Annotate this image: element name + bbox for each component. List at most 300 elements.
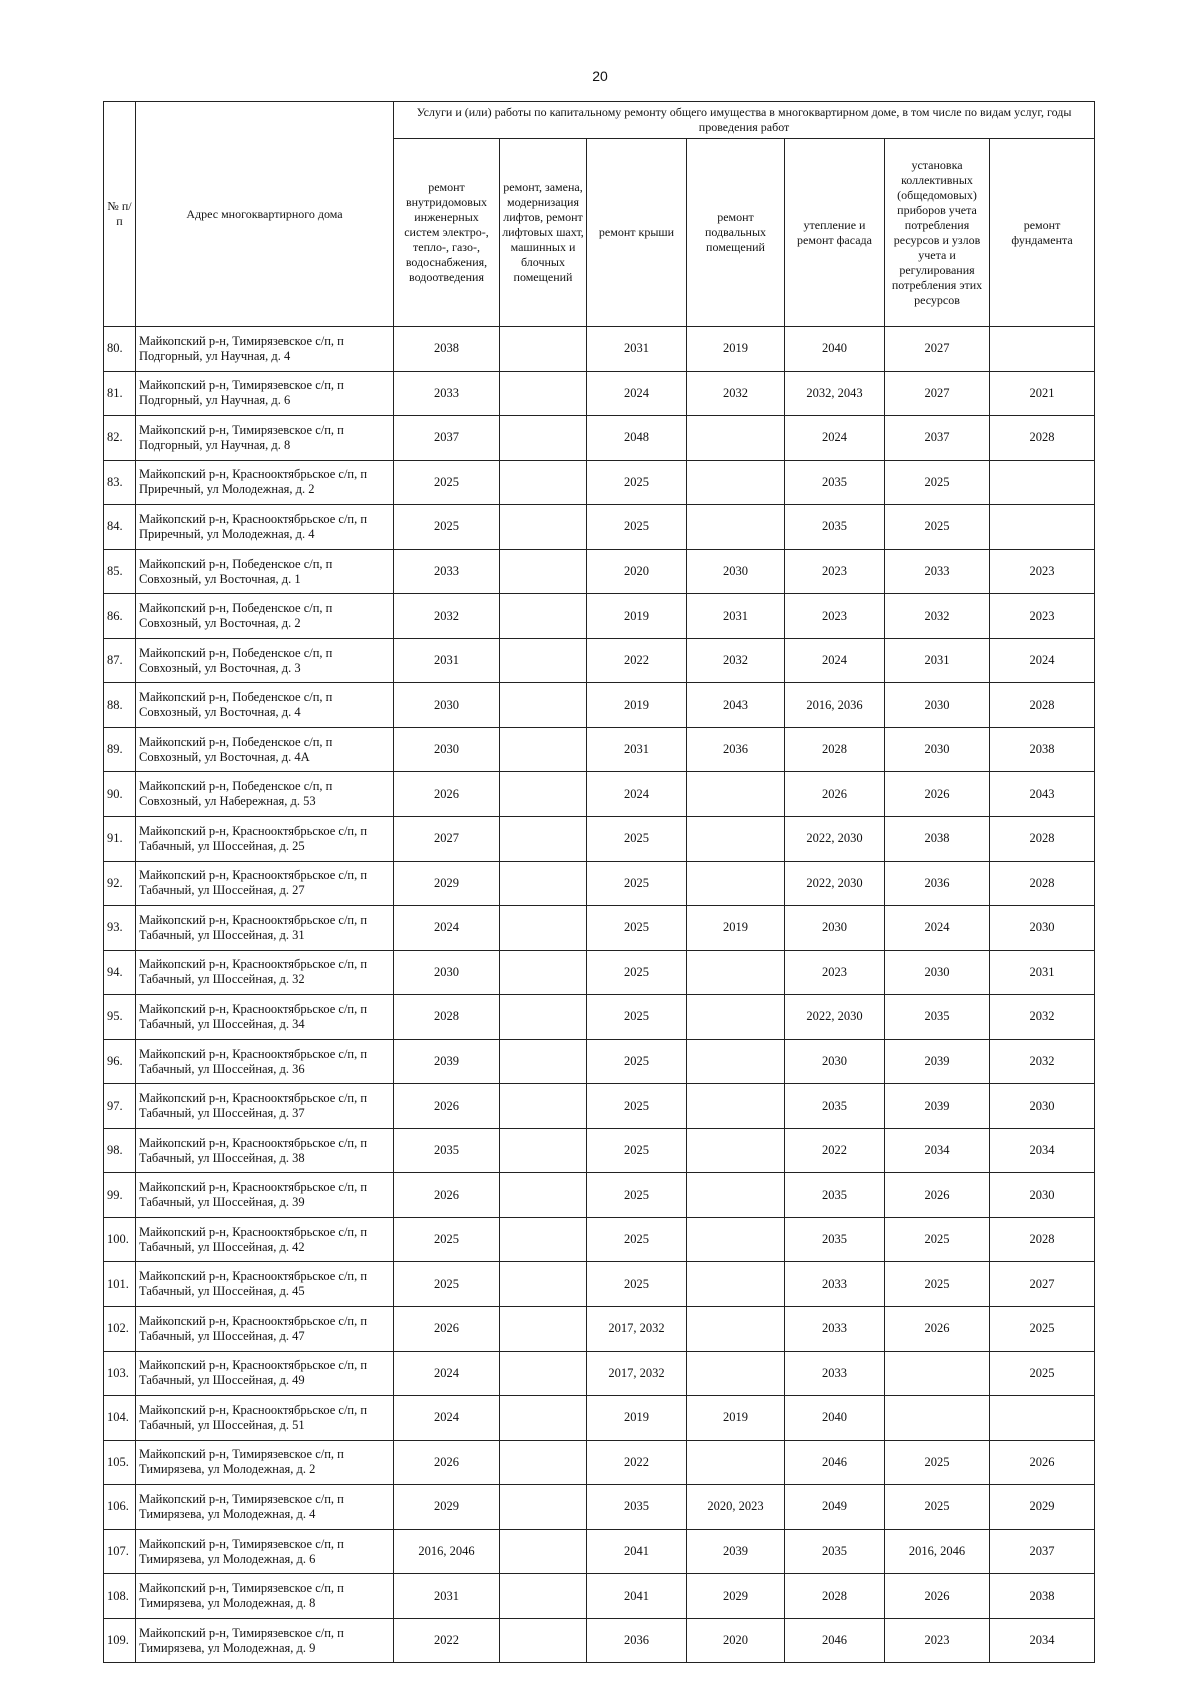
year-cell: 2039 [687,1529,785,1574]
year-cell: 2030 [990,906,1095,951]
year-cell: 2028 [990,416,1095,461]
address-line-1: Майкопский р-н, Краснооктябрьское с/п, п [139,957,368,972]
row-address [136,1217,394,1262]
row-address [136,683,394,728]
header-work-elevators: ремонт, замена, модернизация лифтов, ремонт лифтовых шахт, машинных и блочных помещений [500,139,587,327]
year-cell: 2025 [587,817,687,862]
row-number: 92. [104,861,136,906]
header-work-foundation: ремонт фундамента [990,139,1095,327]
address-line-1: Майкопский р-н, Тимирязевское с/п, п [139,378,344,393]
year-cell: 2028 [785,727,885,772]
year-cell: 2036 [587,1618,687,1663]
year-cell: 2025 [394,1217,500,1262]
table-row [104,1440,1095,1485]
table-row [104,416,1095,461]
table-row [104,1618,1095,1663]
address-line-1: Майкопский р-н, Победенское с/п, п [139,601,333,616]
year-cell: 2048 [587,416,687,461]
address-line-2: Тимирязева, ул Молодежная, д. 9 [139,1640,316,1655]
year-cell: 2032 [990,995,1095,1040]
year-cell: 2028 [990,861,1095,906]
year-cell: 2033 [785,1351,885,1396]
address-line-2: Табачный, ул Шоссейная, д. 38 [139,1150,305,1165]
table-row [104,861,1095,906]
year-cell: 2023 [990,594,1095,639]
table-row [104,906,1095,951]
year-cell [500,683,587,728]
address-line-1: Майкопский р-н, Победенское с/п, п [139,734,333,749]
year-cell: 2035 [785,1173,885,1218]
row-number: 109. [104,1618,136,1663]
year-cell: 2024 [587,371,687,416]
address-line-2: Табачный, ул Шоссейная, д. 45 [139,1284,305,1299]
row-number: 87. [104,638,136,683]
year-cell: 2025 [587,1217,687,1262]
year-cell [990,460,1095,505]
year-cell: 2026 [990,1440,1095,1485]
year-cell: 2025 [587,861,687,906]
year-cell [500,1440,587,1485]
table-row [104,995,1095,1040]
address-line-1: Майкопский р-н, Краснооктябрьское с/п, п [139,1313,368,1328]
year-cell: 2038 [394,327,500,372]
year-cell [500,638,587,683]
year-cell: 2020, 2023 [687,1485,785,1530]
year-cell: 2019 [587,1396,687,1441]
year-cell: 2019 [687,906,785,951]
year-cell: 2031 [687,594,785,639]
address-line-1: Майкопский р-н, Победенское с/п, п [139,779,333,794]
year-cell [500,1485,587,1530]
year-cell: 2037 [885,416,990,461]
row-number: 107. [104,1529,136,1574]
year-cell: 2030 [990,1173,1095,1218]
year-cell: 2022 [587,638,687,683]
year-cell: 2025 [587,995,687,1040]
row-address [136,1529,394,1574]
address-line-1: Майкопский р-н, Краснооктябрьское с/п, п [139,1402,368,1417]
address-line-1: Майкопский р-н, Тимирязевское с/п, п [139,1581,344,1596]
year-cell [500,1173,587,1218]
year-cell: 2027 [885,371,990,416]
year-cell [687,772,785,817]
address-line-2: Совхозный, ул Восточная, д. 3 [139,660,301,675]
year-cell [500,1396,587,1441]
year-cell [687,1351,785,1396]
year-cell: 2035 [785,505,885,550]
year-cell [500,327,587,372]
row-number: 89. [104,727,136,772]
address-line-1: Майкопский р-н, Тимирязевское с/п, п [139,422,344,437]
year-cell: 2036 [687,727,785,772]
year-cell [500,727,587,772]
year-cell: 2017, 2032 [587,1351,687,1396]
year-cell: 2040 [785,327,885,372]
row-address [136,817,394,862]
table-row [104,727,1095,772]
year-cell: 2024 [785,638,885,683]
year-cell: 2026 [885,772,990,817]
year-cell: 2043 [990,772,1095,817]
year-cell: 2033 [785,1307,885,1352]
year-cell: 2039 [394,1039,500,1084]
year-cell: 2032 [687,638,785,683]
year-cell: 2025 [587,1262,687,1307]
year-cell: 2029 [394,1485,500,1530]
address-line-2: Приречный, ул Молодежная, д. 2 [139,482,315,497]
year-cell: 2033 [394,549,500,594]
year-cell [687,1084,785,1129]
year-cell [687,460,785,505]
year-cell: 2028 [990,683,1095,728]
year-cell: 2025 [587,1039,687,1084]
row-number: 88. [104,683,136,728]
year-cell: 2039 [885,1084,990,1129]
year-cell: 2046 [785,1440,885,1485]
table-row [104,1485,1095,1530]
address-line-1: Майкопский р-н, Краснооктябрьское с/п, п [139,1358,368,1373]
year-cell: 2020 [587,549,687,594]
row-address [136,995,394,1040]
year-cell: 2022, 2030 [785,861,885,906]
year-cell [500,505,587,550]
row-address [136,1084,394,1129]
year-cell: 2022, 2030 [785,995,885,1040]
year-cell: 2031 [885,638,990,683]
year-cell [500,1128,587,1173]
row-number: 90. [104,772,136,817]
address-line-1: Майкопский р-н, Тимирязевское с/п, п [139,1625,344,1640]
year-cell: 2031 [394,638,500,683]
year-cell [500,416,587,461]
table-row [104,1262,1095,1307]
year-cell: 2034 [990,1618,1095,1663]
address-line-1: Майкопский р-н, Краснооктябрьское с/п, п [139,467,368,482]
page-number: 20 [592,68,608,84]
address-line-2: Табачный, ул Шоссейная, д. 25 [139,838,305,853]
table-row [104,1173,1095,1218]
year-cell [500,861,587,906]
year-cell: 2025 [587,505,687,550]
year-cell: 2030 [785,1039,885,1084]
header-work-basement: ремонт подвальных помещений [687,139,785,327]
year-cell [500,1618,587,1663]
year-cell: 2025 [394,460,500,505]
year-cell: 2024 [394,1351,500,1396]
address-line-2: Табачный, ул Шоссейная, д. 47 [139,1328,305,1343]
address-line-2: Табачный, ул Шоссейная, д. 34 [139,1016,305,1031]
year-cell [500,817,587,862]
year-cell [500,1307,587,1352]
row-address [136,1485,394,1530]
year-cell [500,906,587,951]
table-row [104,1128,1095,1173]
header-group-title: Услуги и (или) работы по капитальному ремонту общего имущества в многоквартирном доме, в том числе по видам услуг, годы проведения работ [394,102,1095,139]
year-cell: 2041 [587,1529,687,1574]
year-cell [500,1351,587,1396]
table-row [104,1529,1095,1574]
year-cell: 2025 [885,1485,990,1530]
address-line-2: Совхозный, ул Восточная, д. 4А [139,749,310,764]
year-cell: 2028 [785,1574,885,1619]
address-line-1: Майкопский р-н, Победенское с/п, п [139,690,333,705]
year-cell [990,505,1095,550]
table-row [104,817,1095,862]
row-address [136,727,394,772]
row-number: 81. [104,371,136,416]
address-line-2: Табачный, ул Шоссейная, д. 37 [139,1106,305,1121]
address-line-2: Тимирязева, ул Молодежная, д. 6 [139,1551,316,1566]
year-cell [500,1217,587,1262]
year-cell: 2020 [687,1618,785,1663]
row-number: 98. [104,1128,136,1173]
year-cell [885,1351,990,1396]
year-cell: 2026 [885,1173,990,1218]
row-address [136,1351,394,1396]
address-line-2: Тимирязева, ул Молодежная, д. 2 [139,1462,316,1477]
year-cell: 2035 [785,460,885,505]
year-cell: 2030 [687,549,785,594]
year-cell [500,594,587,639]
year-cell [687,505,785,550]
table-row [104,594,1095,639]
header-address: Адрес многоквартирного дома [136,102,394,327]
address-line-1: Майкопский р-н, Краснооктябрьское с/п, п [139,1001,368,1016]
year-cell: 2025 [885,460,990,505]
year-cell: 2029 [394,861,500,906]
year-cell: 2023 [785,549,885,594]
row-number: 101. [104,1262,136,1307]
address-line-2: Подгорный, ул Научная, д. 8 [139,437,291,452]
year-cell: 2026 [885,1307,990,1352]
row-number: 93. [104,906,136,951]
address-line-2: Табачный, ул Шоссейная, д. 39 [139,1195,305,1210]
year-cell [687,861,785,906]
row-address [136,594,394,639]
row-number: 82. [104,416,136,461]
year-cell [687,1128,785,1173]
address-line-1: Майкопский р-н, Краснооктябрьское с/п, п [139,1224,368,1239]
row-address [136,1128,394,1173]
table-row [104,1084,1095,1129]
year-cell: 2026 [394,1084,500,1129]
table-row [104,772,1095,817]
row-address [136,638,394,683]
year-cell: 2028 [394,995,500,1040]
row-number: 103. [104,1351,136,1396]
table-row [104,638,1095,683]
year-cell [500,371,587,416]
year-cell: 2019 [687,1396,785,1441]
year-cell: 2030 [990,1084,1095,1129]
capital-repair-table [103,101,1095,1663]
year-cell: 2030 [394,683,500,728]
year-cell: 2016, 2046 [394,1529,500,1574]
row-number: 106. [104,1485,136,1530]
year-cell: 2041 [587,1574,687,1619]
year-cell: 2032 [394,594,500,639]
year-cell: 2040 [785,1396,885,1441]
year-cell: 2031 [587,727,687,772]
table-row [104,1217,1095,1262]
address-line-2: Табачный, ул Шоссейная, д. 31 [139,927,305,942]
year-cell: 2035 [394,1128,500,1173]
year-cell [990,327,1095,372]
year-cell: 2046 [785,1618,885,1663]
year-cell: 2022 [394,1618,500,1663]
row-address [136,1618,394,1663]
year-cell: 2025 [587,1173,687,1218]
address-line-1: Майкопский р-н, Краснооктябрьское с/п, п [139,912,368,927]
year-cell: 2017, 2032 [587,1307,687,1352]
row-address [136,327,394,372]
year-cell [687,950,785,995]
year-cell: 2028 [990,817,1095,862]
address-line-1: Майкопский р-н, Краснооктябрьское с/п, п [139,1269,368,1284]
year-cell: 2038 [990,727,1095,772]
row-number: 100. [104,1217,136,1262]
row-number: 108. [104,1574,136,1619]
year-cell: 2035 [587,1485,687,1530]
year-cell: 2025 [394,1262,500,1307]
year-cell: 2031 [587,327,687,372]
year-cell [500,995,587,1040]
year-cell: 2025 [394,505,500,550]
address-line-1: Майкопский р-н, Тимирязевское с/п, п [139,1536,344,1551]
year-cell: 2027 [394,817,500,862]
row-address [136,549,394,594]
year-cell: 2034 [990,1128,1095,1173]
year-cell: 2023 [785,594,885,639]
year-cell [885,1396,990,1441]
table-row [104,1307,1095,1352]
table-row [104,327,1095,372]
row-address [136,1173,394,1218]
table-row [104,950,1095,995]
year-cell: 2026 [394,1440,500,1485]
address-line-2: Табачный, ул Шоссейная, д. 36 [139,1061,305,1076]
header-work-meters: установка коллективных (общедомовых) приборов учета потребления ресурсов и узлов учета и регулирования потребления этих ресурсов [885,139,990,327]
year-cell: 2033 [885,549,990,594]
row-number: 104. [104,1396,136,1441]
year-cell: 2030 [394,950,500,995]
header-work-facade: утепление и ремонт фасада [785,139,885,327]
address-line-2: Табачный, ул Шоссейная, д. 49 [139,1373,305,1388]
year-cell: 2025 [885,505,990,550]
year-cell: 2019 [587,683,687,728]
year-cell: 2026 [785,772,885,817]
row-number: 97. [104,1084,136,1129]
row-number: 95. [104,995,136,1040]
header-work-engineering: ремонт внутридомовых инженерных систем электро-, тепло-, газо-, водоснабжения, водоотведения [394,139,500,327]
year-cell: 2032 [885,594,990,639]
table-row [104,1574,1095,1619]
year-cell: 2029 [687,1574,785,1619]
year-cell: 2049 [785,1485,885,1530]
row-number: 80. [104,327,136,372]
row-address [136,1396,394,1441]
year-cell: 2025 [587,1128,687,1173]
year-cell: 2023 [785,950,885,995]
year-cell: 2024 [394,1396,500,1441]
year-cell: 2023 [990,549,1095,594]
year-cell: 2033 [394,371,500,416]
year-cell [687,1307,785,1352]
year-cell: 2024 [587,772,687,817]
row-address [136,1307,394,1352]
year-cell: 2035 [785,1217,885,1262]
year-cell: 2032 [687,371,785,416]
row-number: 96. [104,1039,136,1084]
year-cell: 2023 [885,1618,990,1663]
year-cell [687,1217,785,1262]
year-cell: 2032, 2043 [785,371,885,416]
address-line-2: Подгорный, ул Научная, д. 4 [139,348,291,363]
row-address [136,1440,394,1485]
year-cell: 2034 [885,1128,990,1173]
year-cell [687,1440,785,1485]
table-row [104,505,1095,550]
row-number: 91. [104,817,136,862]
address-line-1: Майкопский р-н, Тимирязевское с/п, п [139,1447,344,1462]
year-cell: 2016, 2036 [785,683,885,728]
address-line-1: Майкопский р-н, Краснооктябрьское с/п, п [139,868,368,883]
row-address [136,505,394,550]
year-cell: 2024 [785,416,885,461]
address-line-1: Майкопский р-н, Тимирязевское с/п, п [139,1491,344,1506]
year-cell: 2029 [990,1485,1095,1530]
row-number: 94. [104,950,136,995]
year-cell [687,1173,785,1218]
row-number: 85. [104,549,136,594]
table-row [104,371,1095,416]
row-address [136,416,394,461]
year-cell: 2025 [885,1217,990,1262]
year-cell: 2026 [394,1307,500,1352]
address-line-2: Совхозный, ул Восточная, д. 2 [139,616,301,631]
year-cell: 2030 [885,727,990,772]
year-cell: 2027 [990,1262,1095,1307]
year-cell: 2019 [687,327,785,372]
address-line-1: Майкопский р-н, Краснооктябрьское с/п, п [139,1091,368,1106]
year-cell: 2035 [785,1084,885,1129]
year-cell [990,1396,1095,1441]
table-row [104,1396,1095,1441]
year-cell [500,1529,587,1574]
address-line-1: Майкопский р-н, Краснооктябрьское с/п, п [139,823,368,838]
row-address [136,861,394,906]
address-line-2: Табачный, ул Шоссейная, д. 51 [139,1417,305,1432]
year-cell: 2022 [587,1440,687,1485]
year-cell [500,1039,587,1084]
address-line-2: Подгорный, ул Научная, д. 6 [139,393,291,408]
year-cell [687,995,785,1040]
address-line-1: Майкопский р-н, Краснооктябрьское с/п, п [139,1135,368,1150]
year-cell: 2026 [885,1574,990,1619]
address-line-1: Майкопский р-н, Тимирязевское с/п, п [139,333,344,348]
year-cell: 2035 [885,995,990,1040]
year-cell: 2043 [687,683,785,728]
year-cell: 2021 [990,371,1095,416]
year-cell: 2031 [990,950,1095,995]
year-cell: 2025 [587,1084,687,1129]
row-number: 83. [104,460,136,505]
year-cell: 2038 [990,1574,1095,1619]
header-work-roof: ремонт крыши [587,139,687,327]
row-number: 84. [104,505,136,550]
address-line-1: Майкопский р-н, Краснооктябрьское с/п, п [139,1180,368,1195]
year-cell: 2037 [990,1529,1095,1574]
